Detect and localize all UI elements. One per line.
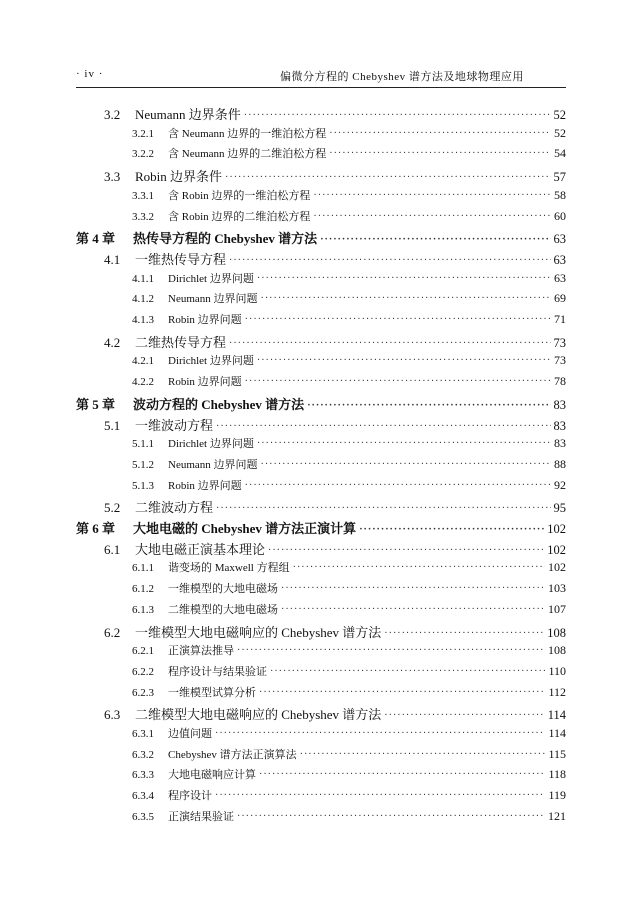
dot-leader bbox=[237, 645, 545, 656]
toc-entry-number: 4.1 bbox=[104, 251, 121, 267]
toc-entry-section[interactable] bbox=[104, 249, 566, 268]
toc-entry-page: 121 bbox=[548, 808, 566, 823]
toc-entry-sub[interactable] bbox=[132, 684, 566, 700]
toc-entry-title: 二维热传导方程 bbox=[135, 334, 227, 350]
dot-leader bbox=[225, 172, 550, 183]
toc-entry-sub[interactable] bbox=[132, 145, 566, 161]
toc-entry-number: 6.1 bbox=[104, 541, 121, 557]
toc-entry-title: Robin 边界条件 bbox=[135, 169, 223, 185]
toc-entry-title: Robin 边界问题 bbox=[168, 376, 242, 389]
toc-entry-section[interactable] bbox=[104, 497, 566, 516]
dot-leader bbox=[261, 293, 551, 304]
toc-entry-sub[interactable] bbox=[132, 311, 566, 327]
toc-entry-section[interactable] bbox=[104, 622, 566, 641]
toc-entry-sub[interactable] bbox=[132, 125, 566, 141]
toc-entry-sub[interactable] bbox=[132, 270, 566, 286]
toc-entry-title: Robin 边界问题 bbox=[168, 479, 242, 492]
toc-entry-title: 含 Robin 边界的二维泊松方程 bbox=[168, 210, 311, 223]
toc-entry-title: 边值问题 bbox=[168, 728, 212, 740]
toc-entry-number: 6.1.3 bbox=[132, 603, 154, 616]
toc-entry-sub[interactable] bbox=[132, 725, 566, 741]
toc-entry-number: 6.2.3 bbox=[132, 686, 154, 699]
toc-entry-title: 大地电磁的 Chebyshev 谱方法正演计算 bbox=[133, 521, 357, 536]
dot-leader bbox=[281, 604, 545, 615]
toc-entry-page: 63 bbox=[553, 232, 566, 247]
toc-entry-title: 一维模型大地电磁响应的 Chebyshev 谱方法 bbox=[135, 624, 382, 640]
toc-entry-page: 63 bbox=[553, 252, 566, 267]
toc-entry-sub[interactable] bbox=[132, 187, 566, 203]
dot-leader bbox=[259, 769, 545, 780]
toc-entry-number: 4.1.1 bbox=[132, 272, 154, 285]
toc-entry-title: 一维模型的大地电磁场 bbox=[168, 583, 278, 596]
toc-entry-number: 第 4 章 bbox=[76, 231, 116, 247]
toc-entry-number: 4.2.2 bbox=[132, 376, 154, 389]
toc-entry-sub[interactable] bbox=[132, 766, 566, 782]
toc-entry-section[interactable] bbox=[104, 415, 566, 434]
toc-entry-number: 6.2 bbox=[104, 624, 121, 640]
dot-leader bbox=[313, 211, 551, 222]
dot-leader bbox=[293, 562, 545, 573]
toc-entry-title: 二维模型大地电磁响应的 Chebyshev 谱方法 bbox=[135, 707, 382, 723]
toc-entry-page: 73 bbox=[554, 353, 566, 368]
dot-leader bbox=[245, 376, 551, 387]
toc-entry-number: 4.2 bbox=[104, 334, 121, 350]
dot-leader bbox=[257, 355, 551, 366]
toc-entry-page: 107 bbox=[548, 601, 566, 616]
toc-entry-page: 102 bbox=[548, 560, 566, 575]
toc-entry-title: 程序设计 bbox=[168, 790, 212, 803]
toc-entry-number: 6.3.3 bbox=[132, 769, 154, 782]
toc-entry-number: 6.3.4 bbox=[132, 790, 154, 803]
toc-entry-page: 95 bbox=[553, 501, 566, 516]
toc-entry-title: Dirichlet 边界问题 bbox=[168, 355, 254, 368]
toc-entry-page: 83 bbox=[553, 418, 566, 433]
toc-entry-number: 3.2 bbox=[104, 107, 121, 122]
toc-entry-title: 正演算法推导 bbox=[168, 645, 234, 658]
toc-entry-number: 3.3.2 bbox=[132, 210, 154, 223]
dot-leader bbox=[313, 190, 551, 201]
toc-entry-page: 119 bbox=[548, 788, 566, 803]
toc-entry-title: 含 Robin 边界的一维泊松方程 bbox=[168, 189, 311, 202]
toc-entry-number: 6.3.1 bbox=[132, 728, 154, 740]
toc-entry-title: Neumann 边界问题 bbox=[168, 293, 258, 306]
toc-entry-title: 波动方程的 Chebyshev 谱方法 bbox=[133, 396, 305, 412]
toc-entry-page: 103 bbox=[548, 581, 566, 596]
running-header bbox=[76, 66, 566, 86]
toc-entry-title: 含 Neumann 边界的二维泊松方程 bbox=[168, 148, 327, 161]
dot-leader bbox=[307, 400, 550, 411]
toc-entry-page: 112 bbox=[548, 684, 566, 699]
toc-entry-sub[interactable] bbox=[132, 601, 566, 617]
dot-leader bbox=[257, 273, 551, 284]
toc-entry-page: 52 bbox=[553, 108, 566, 122]
toc-entry-page: 88 bbox=[554, 456, 566, 471]
toc-entry-title: Neumann 边界问题 bbox=[168, 458, 258, 471]
dot-leader bbox=[244, 110, 551, 121]
toc-entry-number: 3.3 bbox=[104, 169, 121, 185]
dot-leader bbox=[300, 749, 546, 760]
toc-entry-sub[interactable] bbox=[132, 580, 566, 596]
toc-entry-sub[interactable] bbox=[132, 746, 566, 762]
toc-entry-title: 一维模型试算分析 bbox=[168, 686, 256, 699]
toc-entry-section[interactable] bbox=[104, 332, 566, 351]
toc-entry-number: 3.3.1 bbox=[132, 189, 154, 202]
toc-entry-title: Dirichlet 边界问题 bbox=[168, 272, 254, 285]
toc-entry-page: 114 bbox=[547, 708, 566, 723]
toc-entry-number: 第 6 章 bbox=[76, 521, 116, 536]
dot-leader bbox=[245, 314, 551, 325]
toc-entry-page: 115 bbox=[548, 746, 566, 761]
header-rule bbox=[76, 87, 566, 88]
toc-entry-sub[interactable] bbox=[132, 559, 566, 575]
toc-entry-page: 54 bbox=[554, 146, 566, 161]
toc-entry-page: 92 bbox=[554, 477, 566, 492]
dot-leader bbox=[257, 438, 551, 449]
toc-entry-number: 6.3.2 bbox=[132, 748, 154, 761]
toc-entry-page: 73 bbox=[553, 335, 566, 350]
dot-leader bbox=[281, 583, 545, 594]
toc-entry-number: 6.2.1 bbox=[132, 645, 154, 658]
toc-entry-number: 5.1.2 bbox=[132, 458, 154, 471]
toc-entry-sub[interactable] bbox=[132, 456, 566, 472]
toc-entry-page: 83 bbox=[554, 436, 566, 451]
dot-leader bbox=[216, 503, 550, 514]
toc-entry-sub[interactable] bbox=[132, 663, 566, 679]
toc-entry-number: 6.3.5 bbox=[132, 810, 154, 823]
toc-entry-number: 6.1.1 bbox=[132, 562, 154, 575]
toc-entry-title: 大地电磁正演基本理论 bbox=[135, 541, 266, 557]
toc-entry-title: 二维模型的大地电磁场 bbox=[168, 603, 278, 616]
toc-entry-page: 71 bbox=[554, 312, 566, 326]
toc-entry-section[interactable] bbox=[104, 539, 566, 558]
toc-entry-number: 5.1.3 bbox=[132, 479, 154, 492]
toc-entry-page: 110 bbox=[548, 663, 566, 678]
toc-entry-page: 83 bbox=[553, 397, 566, 412]
toc-entry-sub[interactable] bbox=[132, 477, 566, 493]
toc-entry-page: 78 bbox=[554, 374, 566, 389]
toc-entry-title: 含 Neumann 边界的一维泊松方程 bbox=[168, 127, 327, 140]
toc-entry-page: 63 bbox=[554, 270, 566, 285]
toc-entry-title: Neumann 边界条件 bbox=[135, 107, 241, 122]
dot-leader bbox=[268, 545, 544, 556]
toc-entry-chapter[interactable] bbox=[76, 228, 566, 247]
toc-entry-number: 4.1.2 bbox=[132, 293, 154, 306]
toc-entry-sub[interactable] bbox=[132, 787, 566, 803]
toc-entry-sub[interactable] bbox=[132, 352, 566, 368]
toc-entry-sub[interactable] bbox=[132, 208, 566, 224]
dot-leader bbox=[245, 480, 551, 491]
toc-entry-title: 二维波动方程 bbox=[135, 500, 214, 516]
toc-entry-title: Robin 边界问题 bbox=[168, 314, 242, 326]
header-page-number: · iv · bbox=[76, 68, 104, 80]
dot-leader bbox=[259, 687, 545, 698]
toc-entry-section[interactable] bbox=[104, 166, 566, 185]
toc-entry-page: 118 bbox=[548, 767, 566, 782]
toc-entry-number: 5.1.1 bbox=[132, 438, 154, 451]
toc-entry-number: 6.2.2 bbox=[132, 665, 154, 678]
dot-leader bbox=[329, 148, 551, 159]
toc-entry-chapter[interactable] bbox=[76, 394, 566, 413]
toc-entry-title: Dirichlet 边界问题 bbox=[168, 438, 254, 451]
dot-leader bbox=[216, 421, 550, 432]
toc-entry-title: Chebyshev 谱方法正演算法 bbox=[168, 748, 297, 761]
header-book-title: 偏微分方程的 Chebyshev 谱方法及地球物理应用 bbox=[280, 71, 524, 83]
toc-entry-sub[interactable] bbox=[132, 642, 566, 658]
toc-entry-number: 5.2 bbox=[104, 500, 121, 516]
dot-leader bbox=[329, 128, 551, 139]
dot-leader bbox=[270, 666, 545, 677]
toc-entry-title: 大地电磁响应计算 bbox=[168, 769, 256, 782]
toc-entry-page: 52 bbox=[554, 125, 566, 140]
dot-leader bbox=[229, 255, 550, 266]
toc-entry-number: 3.2.2 bbox=[132, 148, 154, 161]
toc-entry-chapter[interactable] bbox=[76, 518, 566, 537]
toc-entry-title: 正演结果验证 bbox=[168, 810, 234, 823]
toc-entry-title: 谐变场的 Maxwell 方程组 bbox=[168, 562, 290, 575]
toc-entry-page: 69 bbox=[554, 291, 566, 306]
dot-leader bbox=[359, 524, 544, 535]
toc-entry-sub[interactable] bbox=[132, 808, 566, 824]
toc-entry-sub[interactable] bbox=[132, 435, 566, 451]
dot-leader bbox=[384, 628, 544, 639]
toc-entry-section[interactable] bbox=[104, 104, 566, 123]
dot-leader bbox=[384, 710, 544, 721]
toc-entry-page: 57 bbox=[553, 170, 566, 185]
dot-leader bbox=[320, 234, 550, 245]
dot-leader bbox=[215, 728, 545, 739]
toc-entry-title: 一维热传导方程 bbox=[135, 251, 227, 267]
toc-entry-page: 60 bbox=[554, 208, 566, 223]
toc-entry-number: 5.1 bbox=[104, 417, 121, 433]
dot-leader bbox=[261, 459, 551, 470]
toc-entry-page: 102 bbox=[547, 542, 566, 557]
toc-entry-number: 3.2.1 bbox=[132, 127, 154, 140]
toc-entry-title: 一维波动方程 bbox=[135, 417, 214, 433]
toc-entry-page: 108 bbox=[547, 625, 566, 640]
toc-entry-title: 热传导方程的 Chebyshev 谱方法 bbox=[133, 231, 318, 247]
toc-entry-page: 114 bbox=[548, 726, 566, 740]
dot-leader bbox=[215, 790, 545, 801]
toc-entry-page: 58 bbox=[554, 187, 566, 202]
toc-entry-sub[interactable] bbox=[132, 290, 566, 306]
toc-entry-number: 4.1.3 bbox=[132, 314, 154, 326]
toc-entry-number: 第 5 章 bbox=[76, 396, 116, 412]
toc-entry-number: 4.2.1 bbox=[132, 355, 154, 368]
toc-entry-sub[interactable] bbox=[132, 373, 566, 389]
dot-leader bbox=[237, 811, 545, 822]
toc-entry-section[interactable] bbox=[104, 704, 566, 723]
dot-leader bbox=[229, 338, 550, 349]
toc-entry-page: 102 bbox=[547, 522, 566, 536]
toc-entry-page: 108 bbox=[548, 643, 566, 658]
toc-entry-number: 6.1.2 bbox=[132, 583, 154, 596]
toc-entry-number: 6.3 bbox=[104, 707, 121, 723]
toc-entry-title: 程序设计与结果验证 bbox=[168, 665, 267, 678]
